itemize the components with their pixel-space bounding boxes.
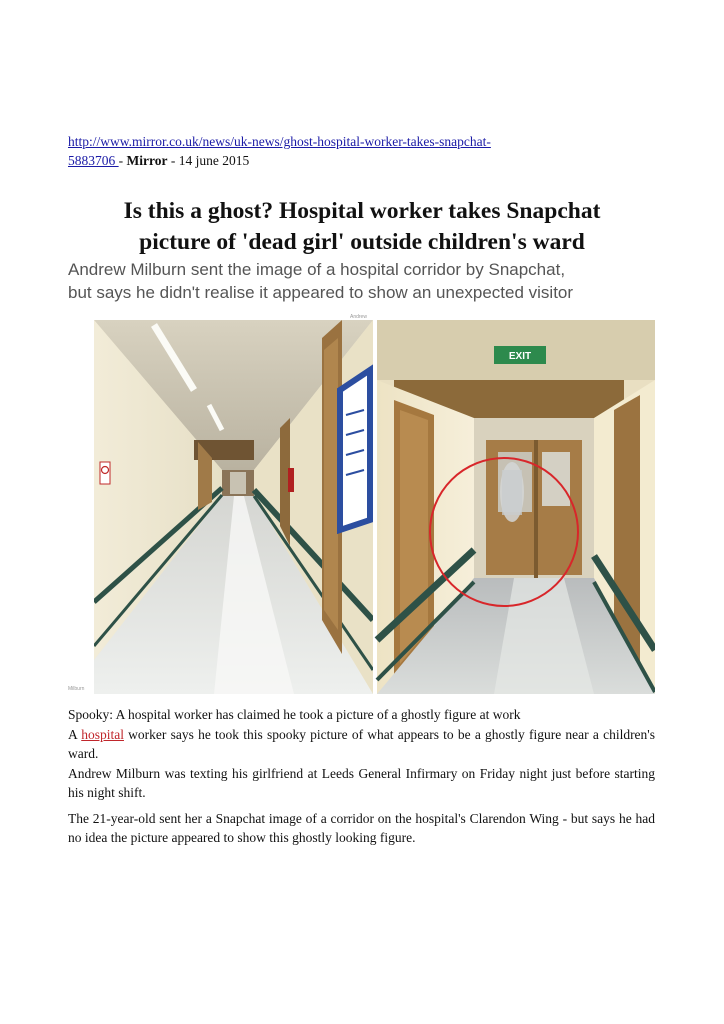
- body-paragraph-1: [68, 725, 655, 764]
- photo-credit-bottom: Milburn: [68, 686, 85, 692]
- headline-line2: picture of 'dead girl' outside children's ward: [139, 229, 585, 255]
- p1-rest: worker says he took this spooky picture of what appears to be a ghostly figure near a children's ward.: [68, 726, 655, 761]
- photo-caption: Spooky: A hospital worker has claimed he took a picture of a ghostly figure at work: [68, 707, 521, 722]
- standfirst-line2: but says he didn't realise it appeared to show an unexpected visitor: [68, 283, 574, 302]
- source-url-line2: 5883706: [68, 153, 119, 168]
- source-date: - 14 june 2015: [167, 153, 250, 168]
- article-photo: [68, 314, 655, 694]
- exit-sign-text: EXIT: [508, 351, 532, 362]
- headline-line1: Is this a ghost? Hospital worker takes Snapchat: [123, 198, 601, 224]
- left-corridor-panel: [94, 320, 373, 694]
- article-standfirst: [68, 258, 668, 304]
- body-paragraph-3: The 21-year-old sent her a Snapchat image of a corridor on the hospital's Clarendon Wing - but says he had no idea the picture appeared to show this ghostly looking figure.: [68, 810, 655, 845]
- right-corridor-panel: [377, 320, 655, 694]
- article-body: [68, 705, 655, 848]
- p1-prefix: A: [68, 726, 82, 742]
- article-headline: [60, 196, 664, 258]
- corridor-photo-illustration: [94, 320, 655, 694]
- body-paragraph-2: Andrew Milburn was texting his girlfriend at Leeds General Infirmary on Friday night just before starting his night shift.: [68, 765, 655, 800]
- source-citation: [68, 132, 668, 170]
- photo-credit-top-label: Andrew: [350, 314, 367, 320]
- source-url-line1: http://www.mirror.co.uk/news/uk-news/ghost-hospital-worker-takes-snapchat-: [68, 134, 491, 149]
- hospital-link[interactable]: hospital: [81, 726, 124, 742]
- standfirst-line1: Andrew Milburn sent the image of a hospital corridor by Snapchat,: [68, 260, 566, 279]
- source-publisher: Mirror: [126, 153, 168, 168]
- source-separator: -: [118, 153, 127, 168]
